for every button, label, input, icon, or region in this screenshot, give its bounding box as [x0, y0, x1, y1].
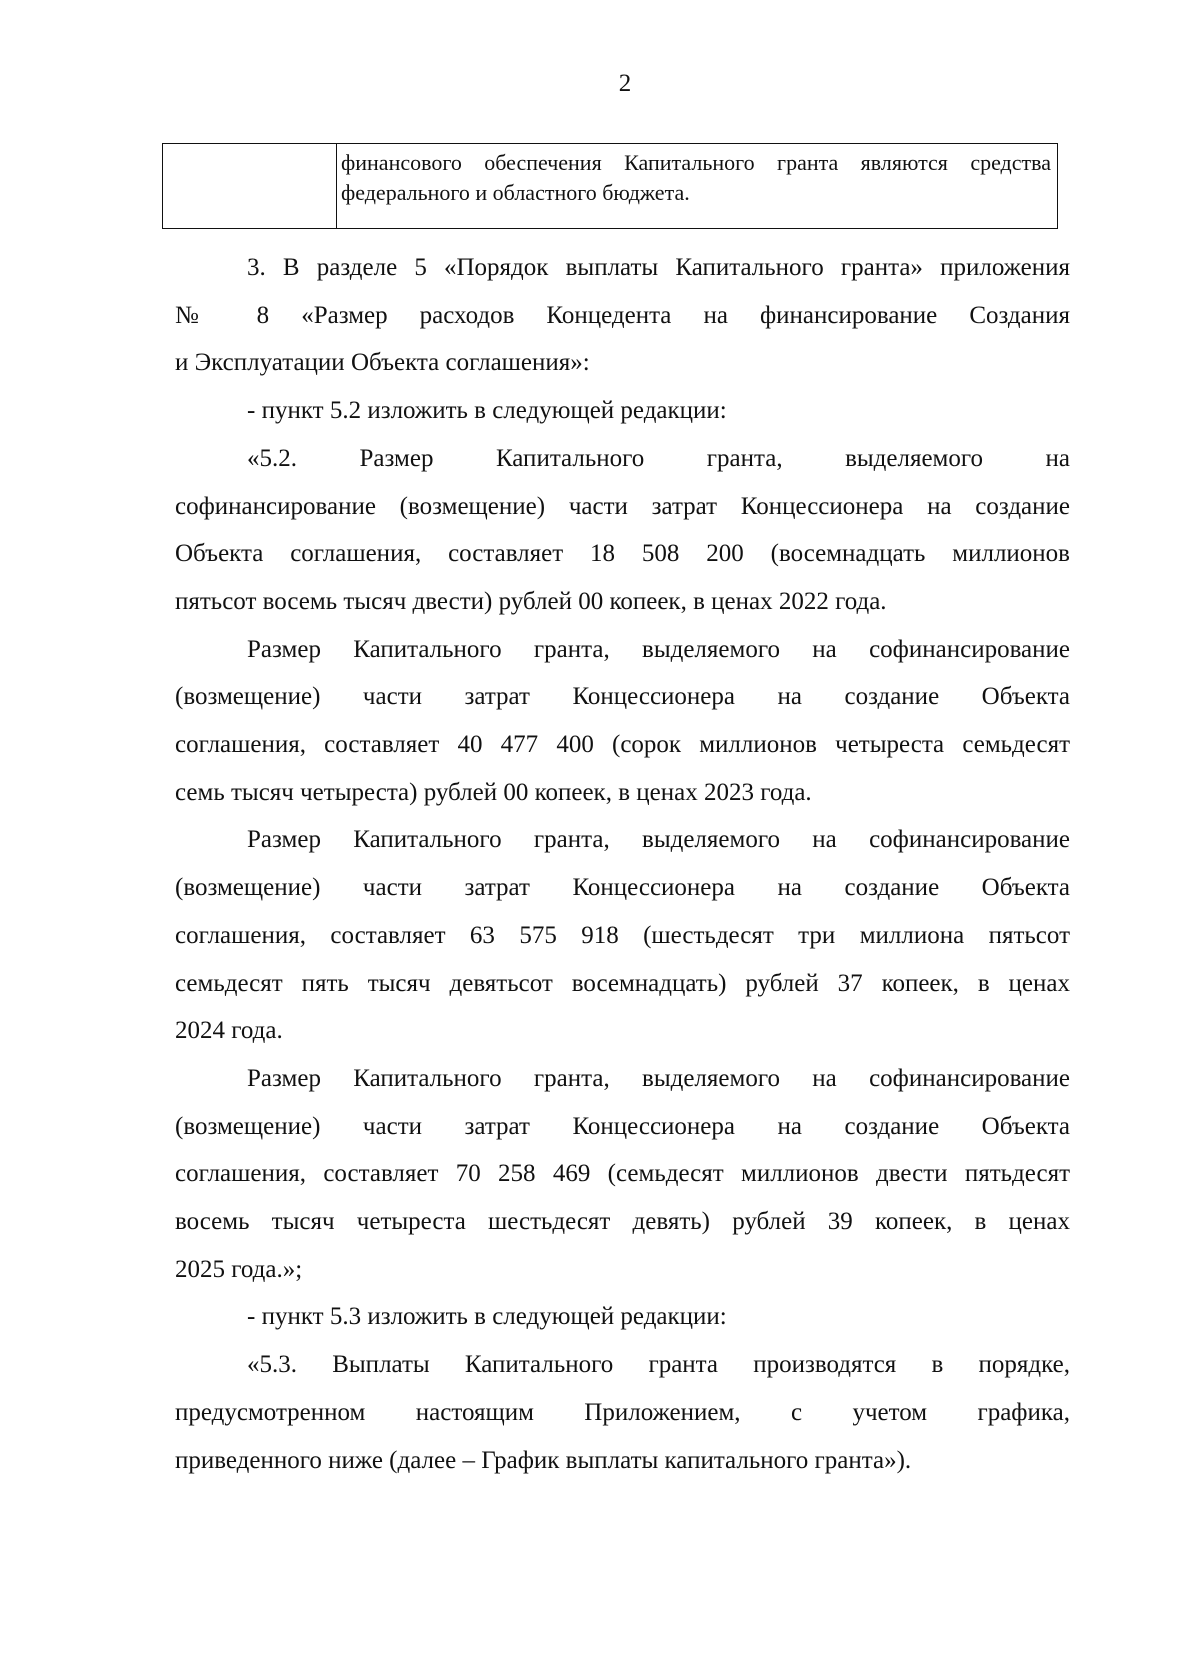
text-line: № 8 «Размер расходов Концедента на финансирование Создания	[175, 301, 1070, 329]
text-line: и Эксплуатации Объекта соглашения»:	[175, 349, 590, 377]
table-cell-text	[337, 144, 1057, 228]
paragraph-grant-2024	[175, 816, 1070, 1055]
text-line: (возмещение) части затрат Концессионера на создание Объекта	[175, 683, 1070, 711]
text-line: «5.2. Размер Капитального гранта, выделяемого на	[247, 444, 1070, 472]
document-body	[175, 244, 1070, 1484]
text-line: Объекта соглашения, составляет 18 508 200 (восемнадцать миллионов	[175, 540, 1070, 568]
text-line: Размер Капитального гранта, выделяемого на софинансирование	[247, 635, 1070, 663]
text-line: 3. В разделе 5 «Порядок выплаты Капитального гранта» приложения	[247, 254, 1070, 281]
text-line: восемь тысяч четыреста шестьдесят девять) рублей 39 копеек, в ценах	[175, 1208, 1070, 1236]
paragraph-item-5-2-text	[175, 435, 1070, 626]
text-line: соглашения, составляет 70 258 469 (семьдесят миллионов двести пятьдесят	[175, 1160, 1070, 1188]
text-line: (возмещение) части затрат Концессионера на создание Объекта	[175, 874, 1070, 902]
paragraph-section-5-intro	[175, 244, 1070, 387]
table-line: федерального и областного бюджета.	[341, 180, 690, 205]
text-line: пятьсот восемь тысяч двести) рублей 00 копеек, в ценах 2022 года.	[175, 587, 887, 615]
text-line: Размер Капитального гранта, выделяемого на софинансирование	[247, 826, 1070, 854]
text-line: Размер Капитального гранта, выделяемого на софинансирование	[247, 1064, 1070, 1092]
text-line: (возмещение) части затрат Концессионера на создание Объекта	[175, 1112, 1070, 1140]
text-line: «5.3. Выплаты Капитального гранта производятся в порядке,	[247, 1351, 1070, 1379]
paragraph-item-5-3-heading	[175, 1293, 1070, 1341]
text-line: предусмотренном настоящим Приложением, с учетом графика,	[175, 1398, 1070, 1426]
paragraph-item-5-3-text	[175, 1341, 1070, 1484]
table-line: финансового обеспечения Капитального гранта являются средства	[341, 150, 1051, 175]
text-line: 2024 года.	[175, 1017, 283, 1045]
text-line: семь тысяч четыреста) рублей 00 копеек, в ценах 2023 года.	[175, 778, 812, 806]
text-line: - пункт 5.3 изложить в следующей редакции:	[247, 1303, 727, 1331]
text-line: софинансирование (возмещение) части затрат Концессионера на создание	[175, 492, 1070, 520]
text-line: приведенного ниже (далее – График выплаты капитального гранта»).	[175, 1446, 912, 1474]
paragraph-grant-2023	[175, 626, 1070, 817]
text-line: соглашения, составляет 40 477 400 (сорок миллионов четыреста семьдесят	[175, 731, 1070, 759]
text-line: - пункт 5.2 изложить в следующей редакции:	[247, 397, 727, 425]
text-line: 2025 года.»;	[175, 1255, 303, 1283]
text-line: семьдесят пять тысяч девятьсот восемнадцать) рублей 37 копеек, в ценах	[175, 969, 1070, 997]
paragraph-grant-2025	[175, 1055, 1070, 1294]
text-line: соглашения, составляет 63 575 918 (шестьдесят три миллиона пятьсот	[175, 921, 1070, 949]
table-cell-empty	[163, 144, 337, 228]
paragraph-item-5-2-heading	[175, 387, 1070, 435]
continued-table	[162, 143, 1058, 229]
page-number: 2	[618, 70, 632, 97]
